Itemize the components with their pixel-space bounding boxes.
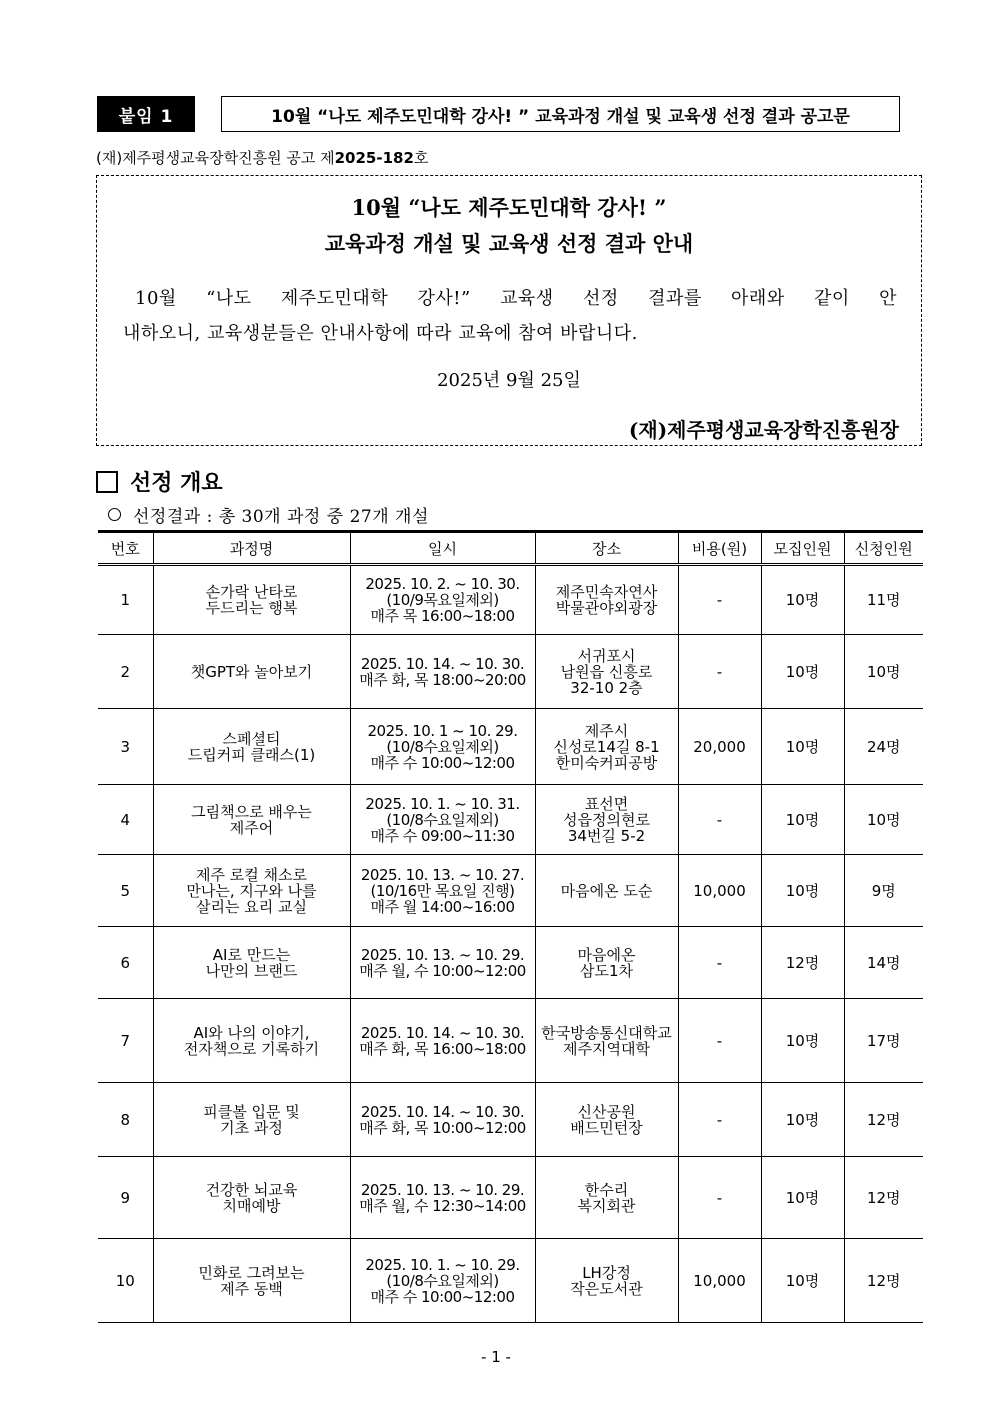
announcement-signature: (재)제주평생교육장학진흥원장 — [628, 418, 899, 442]
cell-applied: 10명 — [844, 785, 923, 855]
attachment-badge: 붙임 1 — [97, 96, 195, 132]
cell-schedule-line: 매주 화, 목 10:00~12:00 — [359, 1118, 526, 1137]
table-row — [98, 1083, 923, 1157]
cell-cost: - — [678, 999, 761, 1083]
notice-number-line — [96, 147, 428, 168]
circle-bullet-icon — [108, 508, 121, 521]
cell-applied: 14명 — [844, 927, 923, 999]
cell-no: 10 — [98, 1239, 153, 1323]
cell-recruit: 10명 — [761, 785, 844, 855]
cell-no: 4 — [98, 785, 153, 855]
cell-cost: - — [678, 565, 761, 635]
cell-cost: 10,000 — [678, 855, 761, 927]
cell-schedule — [350, 927, 535, 999]
cell-schedule — [350, 565, 535, 635]
header-no: 번호 — [98, 532, 153, 565]
cell-cost: - — [678, 927, 761, 999]
cell-cost: - — [678, 785, 761, 855]
cell-recruit: 10명 — [761, 1157, 844, 1239]
cell-applied: 10명 — [844, 635, 923, 709]
cell-place — [535, 785, 678, 855]
cell-course-line: 제주어 — [229, 818, 274, 837]
cell-schedule — [350, 709, 535, 785]
cell-place-line: 신산공원 — [577, 1102, 636, 1121]
cell-course — [153, 1239, 350, 1323]
cell-place — [535, 855, 678, 927]
result-summary: 선정결과 : 총 30개 과정 중 27개 개설 — [133, 507, 429, 527]
cell-place-line: 한미숙커피공방 — [555, 753, 658, 772]
cell-place — [535, 1157, 678, 1239]
cell-schedule-line: 2025. 10. 1. ~ 10. 31. — [365, 794, 520, 813]
cell-schedule-line: (10/9목요일제외) — [386, 591, 499, 609]
cell-course-line: 제주 동백 — [220, 1279, 283, 1298]
cell-course-line: 손가락 난타로 — [205, 583, 298, 601]
table-row — [98, 855, 923, 927]
cell-applied: 17명 — [844, 999, 923, 1083]
announcement-date: 2025년 9월 25일 — [437, 370, 581, 391]
cell-no: 9 — [98, 1157, 153, 1239]
table-row — [98, 1239, 923, 1323]
cell-schedule-line: (10/8수요일제외) — [386, 1271, 499, 1290]
cell-schedule-line: (10/8수요일제외) — [386, 810, 499, 829]
result-summary-line — [108, 502, 429, 527]
cell-place-line: 배드민턴장 — [570, 1118, 643, 1137]
cell-course-line: 민화로 그려보는 — [198, 1263, 305, 1282]
cell-place-line: 작은도서관 — [570, 1279, 643, 1298]
cell-course — [153, 785, 350, 855]
cell-course — [153, 927, 350, 999]
cell-place — [535, 1083, 678, 1157]
cell-applied: 24명 — [844, 709, 923, 785]
cell-course — [153, 1083, 350, 1157]
table-row — [98, 785, 923, 855]
cell-recruit: 10명 — [761, 565, 844, 635]
cell-course-line: 챗GPT와 놀아보기 — [190, 662, 313, 681]
cell-place — [535, 635, 678, 709]
cell-schedule — [350, 635, 535, 709]
table-row — [98, 1157, 923, 1239]
cell-schedule-line: 2025. 10. 1 ~ 10. 29. — [367, 721, 518, 740]
announcement-heading-1: 10월 “나도 제주도민대학 강사! ” — [351, 195, 667, 220]
cell-no: 2 — [98, 635, 153, 709]
cell-cost: 20,000 — [678, 709, 761, 785]
cell-schedule — [350, 999, 535, 1083]
header-place: 장소 — [535, 532, 678, 565]
cell-schedule-line: 매주 목 16:00~18:00 — [370, 607, 515, 625]
cell-place-line: 한국방송통신대학교 — [541, 1023, 672, 1042]
cell-place — [535, 999, 678, 1083]
table-row — [98, 635, 923, 709]
table-row — [98, 999, 923, 1083]
notice-suffix: 호 — [413, 149, 429, 167]
cell-applied: 12명 — [844, 1239, 923, 1323]
section-heading — [96, 466, 223, 497]
cell-schedule — [350, 1239, 535, 1323]
cell-cost: - — [678, 1157, 761, 1239]
announcement-heading-2: 교육과정 개설 및 교육생 선정 결과 안내 — [324, 231, 694, 256]
cell-schedule-line: 2025. 10. 14. ~ 10. 30. — [360, 654, 525, 673]
cell-course-line: 치매예방 — [222, 1196, 281, 1215]
cell-applied: 11명 — [844, 565, 923, 635]
cell-place-line: 복지회관 — [577, 1196, 636, 1215]
cell-course-line: 건강한 뇌교육 — [205, 1180, 298, 1199]
cell-course — [153, 635, 350, 709]
cell-place-line: 마음에온 — [577, 945, 636, 964]
cell-schedule — [350, 855, 535, 927]
cell-schedule-line: 2025. 10. 13. ~ 10. 29. — [360, 945, 525, 964]
cell-schedule-line: 2025. 10. 1. ~ 10. 29. — [365, 1255, 520, 1274]
cell-recruit: 10명 — [761, 999, 844, 1083]
cell-schedule-line: 2025. 10. 13. ~ 10. 29. — [360, 1180, 525, 1199]
cell-schedule-line: 2025. 10. 14. ~ 10. 30. — [360, 1023, 525, 1042]
cell-place-line: 마음에온 도순 — [560, 881, 653, 900]
cell-course — [153, 1157, 350, 1239]
table-row — [98, 709, 923, 785]
cell-no: 3 — [98, 709, 153, 785]
cell-schedule-line: (10/16만 목요일 진행) — [370, 881, 515, 900]
document-title: 10월 “나도 제주도민대학 강사! ” 교육과정 개설 및 교육생 선정 결과 공고문 — [221, 96, 900, 132]
cell-no: 8 — [98, 1083, 153, 1157]
cell-place-line: 신성로14길 8-1 — [553, 737, 660, 756]
cell-schedule-line: 매주 화, 목 16:00~18:00 — [359, 1039, 526, 1058]
header-recruit: 모집인원 — [761, 532, 844, 565]
cell-recruit: 10명 — [761, 635, 844, 709]
header-applied: 신청인원 — [844, 532, 923, 565]
cell-applied: 12명 — [844, 1157, 923, 1239]
table-row — [98, 565, 923, 635]
cell-schedule-line: 매주 월, 수 10:00~12:00 — [359, 961, 526, 980]
cell-course-line: 제주 로컬 채소로 — [196, 865, 307, 884]
cell-no: 5 — [98, 855, 153, 927]
cell-place — [535, 1239, 678, 1323]
cell-course-line: 만나는, 지구와 나를 — [186, 881, 317, 900]
cell-schedule — [350, 1157, 535, 1239]
cell-place-line: 표선면 — [584, 794, 629, 813]
cell-course-line: 기초 과정 — [220, 1118, 283, 1137]
cell-course-line: 전자책으로 기록하기 — [183, 1039, 320, 1058]
cell-course-line: 그림책으로 배우는 — [191, 802, 312, 821]
cell-course-line: 스페셜티 — [222, 729, 281, 748]
header-cost: 비용(원) — [678, 532, 761, 565]
table-header-row — [98, 532, 923, 565]
announcement-body-line-2: 내하오니, 교육생분들은 안내사항에 따라 교육에 참여 바랍니다. — [123, 323, 638, 344]
cell-schedule — [350, 1083, 535, 1157]
cell-no: 7 — [98, 999, 153, 1083]
header-course: 과정명 — [153, 532, 350, 565]
cell-place-line: 남원읍 신흥로 — [560, 662, 653, 681]
cell-recruit: 10명 — [761, 1083, 844, 1157]
cell-schedule-line: 매주 월, 수 12:30~14:00 — [359, 1196, 526, 1215]
cell-course — [153, 709, 350, 785]
cell-applied: 12명 — [844, 1083, 923, 1157]
cell-schedule-line: 2025. 10. 13. ~ 10. 27. — [360, 865, 525, 884]
cell-place-line: 34번길 5-2 — [567, 826, 646, 845]
cell-course-line: 피클볼 입문 및 — [203, 1102, 300, 1121]
table-row — [98, 927, 923, 999]
cell-no: 1 — [98, 565, 153, 635]
cell-place — [535, 565, 678, 635]
cell-applied: 9명 — [844, 855, 923, 927]
cell-recruit: 12명 — [761, 927, 844, 999]
cell-place-line: 한수리 — [584, 1180, 629, 1199]
cell-place-line: 서귀포시 — [577, 646, 636, 665]
cell-no: 6 — [98, 927, 153, 999]
cell-recruit: 10명 — [761, 709, 844, 785]
table-body — [98, 565, 923, 1323]
cell-course — [153, 855, 350, 927]
cell-place-line: 제주지역대학 — [563, 1039, 650, 1058]
notice-prefix: (재)제주평생교육장학진흥원 공고 제 — [96, 149, 335, 167]
cell-course-line: 살리는 요리 교실 — [196, 897, 307, 916]
cell-schedule — [350, 785, 535, 855]
cell-recruit: 10명 — [761, 1239, 844, 1323]
cell-course-line: AI로 만드는 — [212, 945, 291, 964]
cell-schedule-line: 매주 수 09:00~11:30 — [370, 826, 515, 845]
cell-course-line: 나만의 브랜드 — [205, 961, 298, 980]
cell-course — [153, 999, 350, 1083]
cell-cost: - — [678, 1083, 761, 1157]
cell-place-line: 성읍정의현로 — [563, 810, 650, 829]
cell-place-line: LH강정 — [582, 1263, 631, 1282]
cell-schedule-line: 매주 월 14:00~16:00 — [370, 897, 515, 916]
cell-place-line: 삼도1차 — [579, 961, 633, 980]
announcement-box — [96, 175, 922, 446]
cell-place — [535, 709, 678, 785]
cell-course-line: AI와 나의 이야기, — [193, 1023, 310, 1042]
cell-course-line: 드립커피 클래스(1) — [187, 745, 316, 764]
cell-schedule-line: 2025. 10. 14. ~ 10. 30. — [360, 1102, 525, 1121]
cell-schedule-line: 2025. 10. 2. ~ 10. 30. — [365, 575, 520, 593]
cell-schedule-line: 매주 수 10:00~12:00 — [370, 753, 515, 772]
cell-recruit: 10명 — [761, 855, 844, 927]
cell-schedule-line: 매주 화, 목 18:00~20:00 — [359, 670, 526, 689]
announcement-body-line-1: 10월 “나도 제주도민대학 강사!” 교육생 선정 결과를 아래와 같이 안 — [135, 288, 897, 309]
page-number: - 1 - — [481, 1348, 511, 1366]
cell-course — [153, 565, 350, 635]
cell-cost: 10,000 — [678, 1239, 761, 1323]
cell-place-line: 제주민속자연사 — [555, 583, 658, 601]
header-schedule: 일시 — [350, 532, 535, 565]
cell-course-line: 두드리는 행복 — [205, 599, 298, 617]
course-table — [98, 530, 923, 1323]
empty-square-icon — [96, 471, 118, 493]
cell-schedule-line: 매주 수 10:00~12:00 — [370, 1287, 515, 1306]
cell-place-line: 32-10 2층 — [570, 678, 643, 697]
section-title: 선정 개요 — [130, 471, 223, 496]
cell-place — [535, 927, 678, 999]
cell-schedule-line: (10/8수요일제외) — [386, 737, 499, 756]
cell-place-line: 박물관야외광장 — [555, 599, 658, 617]
cell-place-line: 제주시 — [584, 721, 629, 740]
cell-cost: - — [678, 635, 761, 709]
notice-number: 2025-182 — [334, 149, 414, 167]
